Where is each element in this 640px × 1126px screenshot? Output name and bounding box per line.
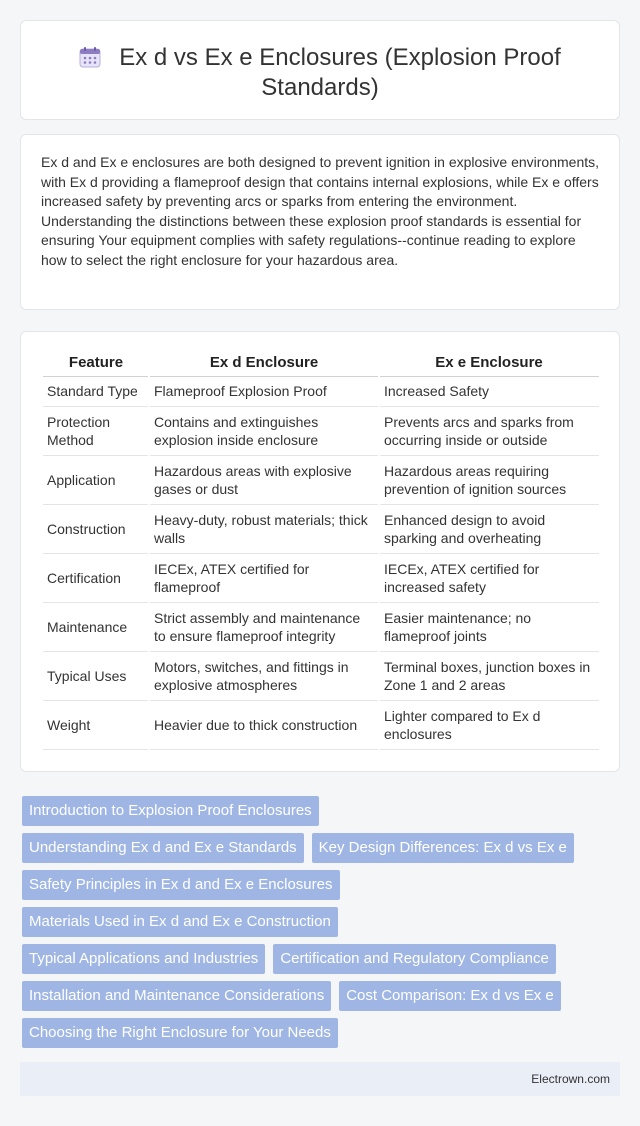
table-cell: Maintenance: [43, 602, 149, 651]
table-cell: Hazardous areas with explosive gases or dust: [149, 455, 379, 504]
calendar-icon: [79, 46, 101, 68]
table-cell: Weight: [43, 700, 149, 749]
table-row: [43, 504, 599, 553]
tag-line: [22, 944, 622, 974]
topic-tag-link[interactable]: Choosing the Right Enclosure for Your Needs: [22, 1018, 338, 1048]
topic-tags: [22, 796, 622, 1055]
table-cell: Heavy-duty, robust materials; thick walls: [149, 504, 379, 553]
topic-tag-link[interactable]: Cost Comparison: Ex d vs Ex e: [339, 981, 561, 1011]
table-cell: IECEx, ATEX certified for increased safety: [379, 553, 599, 602]
topic-tag-link[interactable]: Typical Applications and Industries: [22, 944, 265, 974]
table-header-row: [43, 350, 599, 376]
table-cell: Strict assembly and maintenance to ensure flameproof integrity: [149, 602, 379, 651]
table-cell: Increased Safety: [379, 376, 599, 406]
topic-tag-link[interactable]: Installation and Maintenance Considerations: [22, 981, 331, 1011]
tag-line: [22, 833, 622, 863]
table-header-cell: Ex e Enclosure: [379, 350, 599, 376]
tag-line: [22, 981, 622, 1011]
table-cell: Flameproof Explosion Proof: [149, 376, 379, 406]
footer: [20, 1062, 620, 1096]
table-cell: Easier maintenance; no flameproof joints: [379, 602, 599, 651]
tag-line: [22, 870, 622, 900]
topic-tag-link[interactable]: Materials Used in Ex d and Ex e Construction: [22, 907, 338, 937]
table-cell: Hazardous areas requiring prevention of ignition sources: [379, 455, 599, 504]
table-cell: Construction: [43, 504, 149, 553]
table-cell: Heavier due to thick construction: [149, 700, 379, 749]
table-cell: Terminal boxes, junction boxes in Zone 1 and 2 areas: [379, 651, 599, 700]
footer-brand[interactable]: Electrown.com: [531, 1072, 610, 1086]
table-header-cell: Feature: [43, 350, 149, 376]
page-title: Ex d vs Ex e Enclosures (Explosion Proof Standards): [119, 44, 561, 101]
intro-paragraph: Ex d and Ex e enclosures are both designed to prevent ignition in explosive environments, with Ex d providing a flameproof design that contains internal explosions, while Ex e offers increased safety by preventing arcs or sparks from entering the environment. Understanding the distinctions between these explosion proof standards is essential for ensuring Your equipment complies with safety regulations--continue reading to explore how to select the right enclosure for your hazardous area.: [41, 154, 600, 268]
table-cell: Certification: [43, 553, 149, 602]
topic-tag-link[interactable]: Key Design Differences: Ex d vs Ex e: [312, 833, 574, 863]
table-row: [43, 651, 599, 700]
table-cell: Prevents arcs and sparks from occurring inside or outside: [379, 406, 599, 455]
table-cell: Standard Type: [43, 376, 149, 406]
table-row: [43, 376, 599, 406]
tag-line: [22, 796, 622, 826]
intro-card: [20, 134, 620, 310]
table-row: [43, 553, 599, 602]
topic-tag-link[interactable]: Safety Principles in Ex d and Ex e Enclosures: [22, 870, 340, 900]
table-cell: Enhanced design to avoid sparking and overheating: [379, 504, 599, 553]
table-cell: Lighter compared to Ex d enclosures: [379, 700, 599, 749]
table-cell: Application: [43, 455, 149, 504]
table-row: [43, 700, 599, 749]
comparison-card: [20, 331, 620, 772]
table-header-cell: Ex d Enclosure: [149, 350, 379, 376]
table-row: [43, 455, 599, 504]
table-cell: Protection Method: [43, 406, 149, 455]
tag-line: [22, 907, 622, 937]
table-cell: IECEx, ATEX certified for flameproof: [149, 553, 379, 602]
topic-tag-link[interactable]: Introduction to Explosion Proof Enclosures: [22, 796, 319, 826]
header-card: [20, 20, 620, 120]
tag-line: [22, 1018, 622, 1048]
table-cell: Motors, switches, and fittings in explosive atmospheres: [149, 651, 379, 700]
topic-tag-link[interactable]: Understanding Ex d and Ex e Standards: [22, 833, 304, 863]
table-row: [43, 602, 599, 651]
table-row: [43, 406, 599, 455]
topic-tag-link[interactable]: Certification and Regulatory Compliance: [273, 944, 555, 974]
table-cell: Contains and extinguishes explosion inside enclosure: [149, 406, 379, 455]
comparison-table: [43, 350, 599, 750]
table-cell: Typical Uses: [43, 651, 149, 700]
page-title-wrap: [21, 43, 619, 103]
table-body: [43, 376, 599, 749]
